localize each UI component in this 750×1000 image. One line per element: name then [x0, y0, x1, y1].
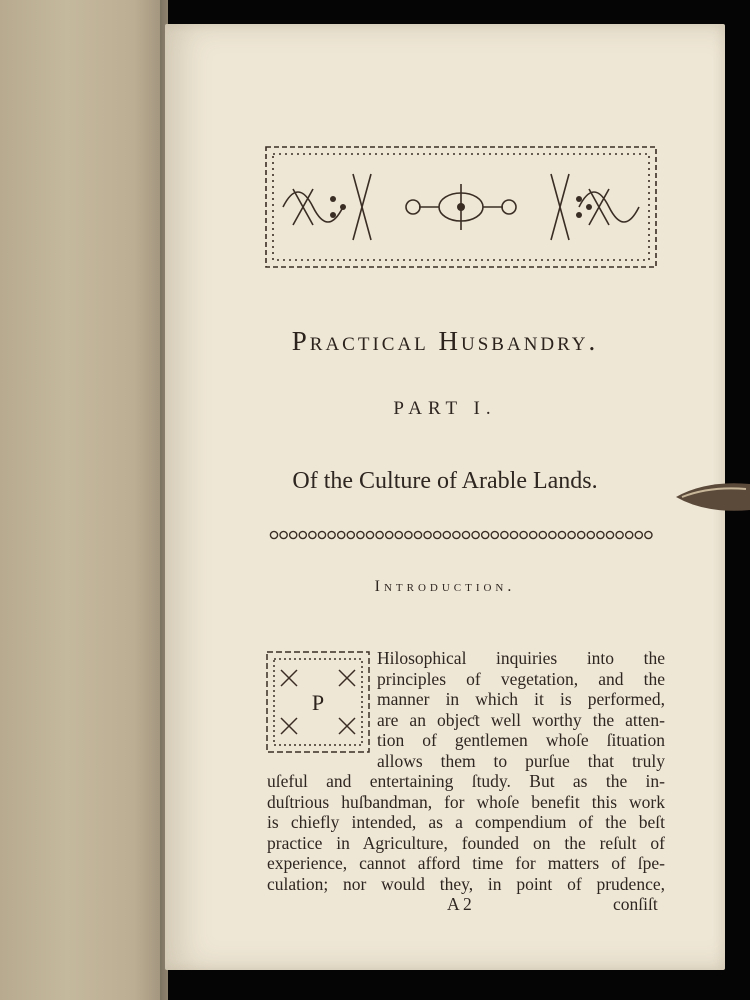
- divider-bead: [386, 531, 393, 538]
- text-line: uſeful and entertaining ſtudy. But as the in-: [267, 771, 665, 791]
- divider-bead: [539, 531, 546, 538]
- divider-bead: [635, 531, 642, 538]
- text-line: principles of vegetation, and the: [377, 668, 665, 689]
- text-line: is chiefly intended, as a compendium of the beſt: [267, 812, 665, 833]
- divider-bead: [520, 531, 527, 538]
- ornamental-drop-cap: [265, 650, 371, 754]
- divider-bead: [405, 531, 412, 538]
- divider-bead: [347, 531, 354, 538]
- part-heading: PART I.: [393, 398, 497, 419]
- catchword: conſiſt: [613, 894, 658, 914]
- facing-blank-page: [0, 0, 168, 1000]
- part-subtitle: Of the Culture of Arable Lands.: [292, 468, 598, 494]
- divider-bead: [290, 531, 297, 538]
- divider-bead: [597, 531, 604, 538]
- text-line: Hilosophical inquiries into the: [377, 648, 665, 668]
- divider-bead: [414, 531, 421, 538]
- divider-bead: [338, 531, 345, 538]
- divider-bead: [424, 531, 431, 538]
- divider-bead: [376, 531, 383, 538]
- divider-bead: [530, 531, 537, 538]
- ornament-divider-icon: [269, 527, 661, 543]
- divider-bead: [501, 531, 508, 538]
- text-line: experience, cannot afford time for matters of ſpe-: [267, 853, 665, 874]
- first-paragraph-lines: [377, 648, 665, 772]
- text-line: are an objeƈt well worthy the atten-: [377, 709, 665, 730]
- blade-pointer-icon: [676, 478, 750, 516]
- divider-bead: [395, 531, 402, 538]
- ornament-headpiece-icon: [263, 144, 659, 270]
- divider-bead: [462, 531, 469, 538]
- divider-bead: [510, 531, 517, 538]
- divider-bead: [453, 531, 460, 538]
- text-line: practice in Agriculture, founded on the reſult of: [267, 832, 665, 853]
- divider-bead: [616, 531, 623, 538]
- book-page: [165, 24, 725, 970]
- divider-bead: [587, 531, 594, 538]
- divider-bead: [472, 531, 479, 538]
- divider-bead: [357, 531, 364, 538]
- divider-bead: [434, 531, 441, 538]
- divider-bead: [328, 531, 335, 538]
- divider-bead: [606, 531, 613, 538]
- body-text-lines: [267, 771, 665, 895]
- divider-bead: [645, 531, 652, 538]
- text-line: duſtrious huſbandman, for whoſe benefit this work: [267, 791, 665, 812]
- text-line: allows them to purſue that truly: [377, 750, 665, 771]
- text-line: tion of gentlemen whoſe ſituation: [377, 730, 665, 751]
- divider-bead: [549, 531, 556, 538]
- divider-bead: [299, 531, 306, 538]
- divider-bead: [270, 531, 277, 538]
- divider-bead: [280, 531, 287, 538]
- divider-bead: [578, 531, 585, 538]
- divider-bead: [443, 531, 450, 538]
- text-line: culation; nor would they, in point of prudence,: [267, 873, 665, 894]
- drop-cap-letter: P: [311, 690, 325, 715]
- divider-bead: [366, 531, 373, 538]
- divider-bead: [482, 531, 489, 538]
- text-line: manner in which it is performed,: [377, 689, 665, 710]
- signature-mark: A 2: [447, 894, 472, 914]
- divider-bead: [309, 531, 316, 538]
- section-heading: Introduction.: [374, 578, 516, 595]
- divider-bead: [626, 531, 633, 538]
- divider-bead: [558, 531, 565, 538]
- divider-bead: [318, 531, 325, 538]
- divider-bead: [568, 531, 575, 538]
- book-title: Practical Husbandry.: [291, 326, 599, 356]
- divider-bead: [491, 531, 498, 538]
